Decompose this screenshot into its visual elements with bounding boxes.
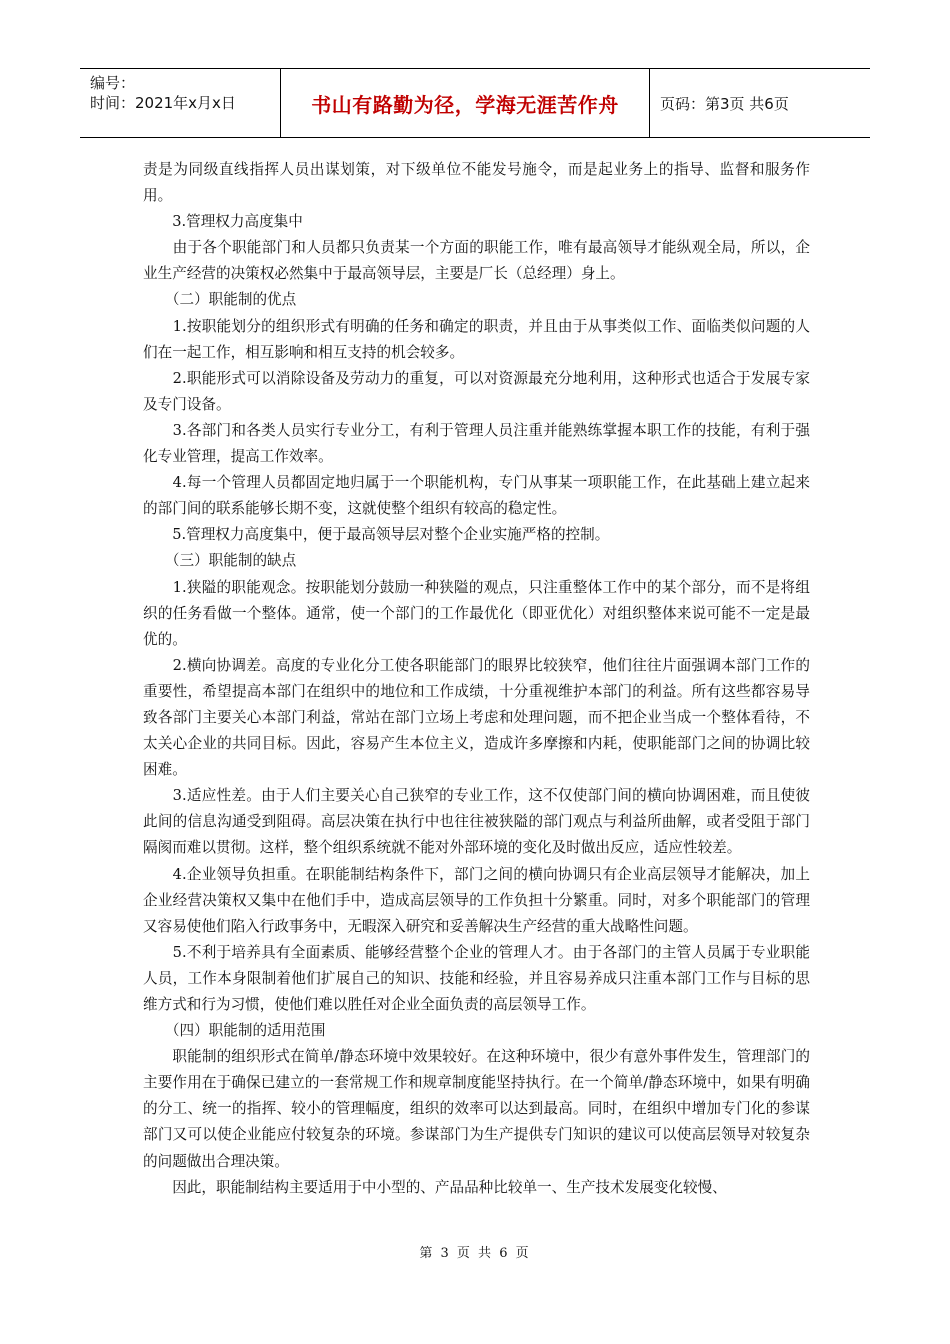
document-body bbox=[143, 157, 810, 1201]
section-heading: （三）职能制的缺点 bbox=[143, 552, 297, 570]
header-motto: 书山有路勤为径，学海无涯苦作舟 bbox=[280, 69, 650, 137]
paragraph: 5.不利于培养具有全面素质、能够经营整个企业的管理人才。由于各部门的主管人员属于专业职能人员，工作本身限制着他们扩展自己的知识、技能和经验，并且容易养成只注重本部门工作与目标的思维方式和行为习惯，使他们难以胜任对企业全面负责的高层领导工作。 bbox=[143, 943, 810, 1013]
paragraph: 4.每一个管理人员都固定地归属于一个职能机构，专门从事某一项职能工作，在此基础上建立起来的部门间的联系能够长期不变，这就使整个组织有较高的稳定性。 bbox=[143, 474, 810, 518]
document-number-label: 编号： bbox=[90, 74, 136, 92]
paragraph: 由于各个职能部门和人员都只负责某一个方面的职能工作，唯有最高领导才能纵观全局，所以，企业生产经营的决策权必然集中于最高领导层，主要是厂长（总经理）身上。 bbox=[143, 239, 810, 283]
paragraph: 2.职能形式可以消除设备及劳动力的重复，可以对资源最充分地利用，这种形式也适合于发展专家及专门设备。 bbox=[143, 369, 810, 413]
paragraph: 4.企业领导负担重。在职能制结构条件下，部门之间的横向协调只有企业高层领导才能解决，加上企业经营决策权又集中在他们手中，造成高层领导的工作负担十分繁重。同时，对多个职能部门的管理又容易使他们陷入行政事务中，无暇深入研究和妥善解决生产经营的重大战略性问题。 bbox=[143, 865, 810, 935]
paragraph: 职能制的组织形式在简单/静态环境中效果较好。在这种环境中，很少有意外事件发生，管理部门的主要作用在于确保已建立的一套常规工作和规章制度能坚持执行。在一个简单/静态环境中，如果有明确的分工、统一的指挥、较小的管理幅度，组织的效率可以达到最高。同时，在组织中增加专门化的参谋部门又可以使企业能应付较复杂的环境。参谋部门为生产提供专门知识的建议可以使高层领导对较复杂的问题做出合理决策。 bbox=[143, 1048, 810, 1170]
section-heading: 3.管理权力高度集中 bbox=[143, 213, 303, 231]
section-heading: （二）职能制的优点 bbox=[143, 291, 297, 309]
paragraph: 2.横向协调差。高度的专业化分工使各职能部门的眼界比较狭窄，他们往往片面强调本部门工作的重要性，希望提高本部门在组织中的地位和工作成绩，十分重视维护本部门的利益。所有这些都容易导致各部门主要关心本部门利益，常站在部门立场上考虑和处理问题，而不把企业当成一个整体看待，不太关心企业的共同目标。因此，容易产生本位主义，造成许多摩擦和内耗，使职能部门之间的协调比较困难。 bbox=[143, 656, 810, 779]
paragraph: 3.适应性差。由于人们主要关心自己狭窄的专业工作，这不仅使部门间的横向协调困难，而且使彼此间的信息沟通受到阻碍。高层决策在执行中也往往被狭隘的部门观点与利益所曲解，或者受阻于部门隔阂而难以贯彻。这样，整个组织系统就不能对外部环境的变化及时做出反应，适应性较差。 bbox=[143, 787, 810, 857]
paragraph: 1.按职能划分的组织形式有明确的任务和确定的职责，并且由于从事类似工作、面临类似问题的人们在一起工作，相互影响和相互支持的机会较多。 bbox=[143, 317, 810, 361]
page-footer: 第 3 页 共 6 页 bbox=[419, 1246, 531, 1261]
paragraph: 责是为同级直线指挥人员出谋划策，对下级单位不能发号施令，而是起业务上的指导、监督和服务作用。 bbox=[143, 161, 810, 205]
paragraph: 3.各部门和各类人员实行专业分工，有利于管理人员注重并能熟练掌握本职工作的技能，有利于强化专业管理，提高工作效率。 bbox=[143, 421, 810, 466]
header-page-number: 页码：第3页 共6页 bbox=[660, 94, 789, 113]
section-heading: （四）职能制的适用范围 bbox=[143, 1022, 326, 1040]
paragraph: 1.狭隘的职能观念。按职能划分鼓励一种狭隘的观点，只注重整体工作中的某个部分，而不是将组织的任务看做一个整体。通常，使一个部门的工作最优化（即亚优化）对组织整体来说可能不一定是最优的。 bbox=[143, 578, 810, 648]
paragraph: 5.管理权力高度集中，便于最高领导层对整个企业实施严格的控制。 bbox=[143, 526, 610, 544]
header-meta bbox=[80, 69, 280, 137]
page-header bbox=[80, 68, 870, 138]
paragraph: 因此，职能制结构主要适用于中小型的、产品品种比较单一、生产技术发展变化较慢、 bbox=[143, 1178, 727, 1196]
document-time: 时间：2021年x月x日 bbox=[90, 94, 236, 112]
